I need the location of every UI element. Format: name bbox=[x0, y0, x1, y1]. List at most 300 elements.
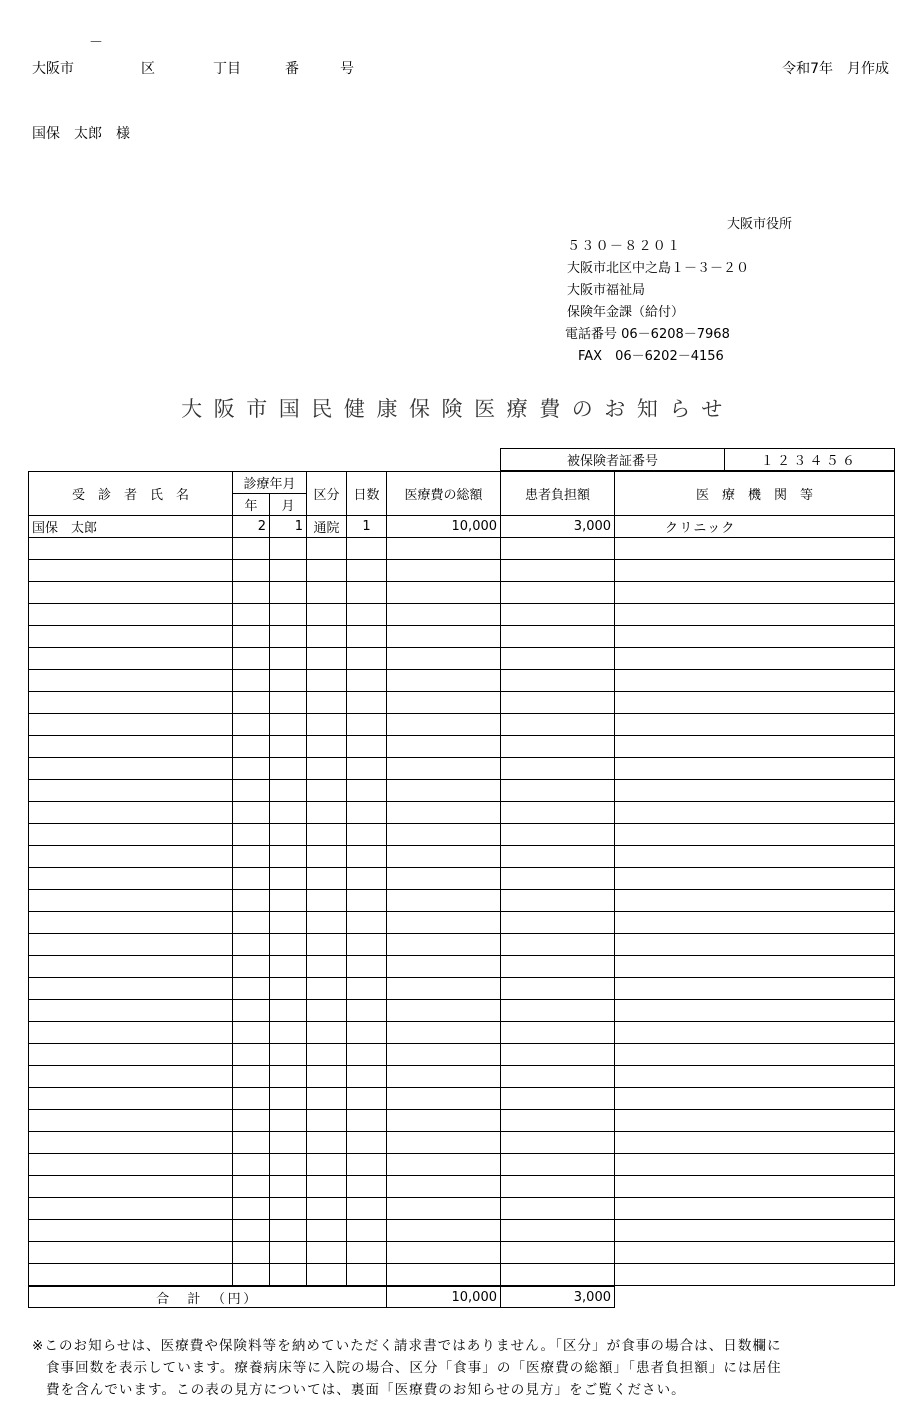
empty-cell bbox=[615, 604, 895, 626]
empty-cell bbox=[387, 1066, 501, 1088]
table-row-empty bbox=[29, 1088, 895, 1110]
empty-cell bbox=[347, 1264, 387, 1286]
empty-cell bbox=[270, 934, 307, 956]
table-row-empty bbox=[29, 868, 895, 890]
empty-cell bbox=[233, 1022, 270, 1044]
empty-cell bbox=[307, 912, 347, 934]
note-line-1: ※このお知らせは、医療費や保険料等を納めていただく請求書ではありません。「区分」が食事の場合は、日数欄に bbox=[32, 1338, 782, 1354]
header-copay: 患者負担額 bbox=[501, 472, 615, 516]
empty-cell bbox=[387, 560, 501, 582]
empty-cell bbox=[387, 934, 501, 956]
empty-cell bbox=[347, 846, 387, 868]
table-row bbox=[29, 516, 895, 538]
empty-cell bbox=[347, 934, 387, 956]
empty-cell bbox=[233, 670, 270, 692]
empty-cell bbox=[270, 1154, 307, 1176]
empty-cell bbox=[307, 582, 347, 604]
empty-cell bbox=[387, 802, 501, 824]
table-row-empty bbox=[29, 802, 895, 824]
empty-cell bbox=[347, 824, 387, 846]
totals-total-cost: 10,000 bbox=[387, 1287, 501, 1308]
empty-cell bbox=[387, 626, 501, 648]
header-days: 日数 bbox=[347, 472, 387, 516]
empty-cell bbox=[270, 912, 307, 934]
empty-cell bbox=[307, 1022, 347, 1044]
empty-cell bbox=[29, 1044, 233, 1066]
empty-cell bbox=[387, 1000, 501, 1022]
empty-cell bbox=[501, 648, 615, 670]
table-row-empty bbox=[29, 758, 895, 780]
empty-cell bbox=[501, 1242, 615, 1264]
sender-postal: ５３０－８２０１ bbox=[567, 239, 682, 254]
empty-cell bbox=[501, 1176, 615, 1198]
empty-cell bbox=[387, 582, 501, 604]
empty-cell bbox=[615, 1154, 895, 1176]
empty-cell bbox=[233, 1220, 270, 1242]
header-kubun: 区分 bbox=[307, 472, 347, 516]
empty-cell bbox=[270, 824, 307, 846]
empty-cell bbox=[501, 1088, 615, 1110]
header-patient-name: 受 診 者 氏 名 bbox=[29, 472, 233, 516]
table-row-empty bbox=[29, 1154, 895, 1176]
empty-cell bbox=[29, 912, 233, 934]
empty-cell bbox=[501, 582, 615, 604]
empty-cell bbox=[307, 1176, 347, 1198]
empty-cell bbox=[387, 736, 501, 758]
empty-cell bbox=[29, 648, 233, 670]
empty-cell bbox=[233, 912, 270, 934]
empty-cell bbox=[270, 1264, 307, 1286]
empty-cell bbox=[233, 802, 270, 824]
address-chome: 丁目 bbox=[213, 61, 241, 77]
empty-cell bbox=[307, 1264, 347, 1286]
empty-cell bbox=[501, 1220, 615, 1242]
empty-cell bbox=[270, 890, 307, 912]
empty-cell bbox=[501, 1066, 615, 1088]
header-treatment-ym: 診療年月 bbox=[233, 472, 307, 494]
cell-patient-name: 国保 太郎 bbox=[29, 516, 233, 538]
empty-cell bbox=[233, 1242, 270, 1264]
empty-cell bbox=[29, 670, 233, 692]
empty-cell bbox=[307, 846, 347, 868]
empty-cell bbox=[270, 1110, 307, 1132]
empty-cell bbox=[29, 1198, 233, 1220]
empty-cell bbox=[29, 604, 233, 626]
empty-cell bbox=[29, 1220, 233, 1242]
empty-cell bbox=[615, 1044, 895, 1066]
empty-cell bbox=[615, 736, 895, 758]
empty-cell bbox=[29, 846, 233, 868]
empty-cell bbox=[387, 1176, 501, 1198]
empty-cell bbox=[347, 1000, 387, 1022]
sender-tel: 電話番号 06－6208－7968 bbox=[565, 327, 730, 342]
empty-cell bbox=[615, 692, 895, 714]
empty-cell bbox=[615, 802, 895, 824]
empty-cell bbox=[270, 1066, 307, 1088]
empty-cell bbox=[501, 560, 615, 582]
empty-cell bbox=[270, 582, 307, 604]
empty-cell bbox=[501, 1000, 615, 1022]
table-row-empty bbox=[29, 1176, 895, 1198]
empty-cell bbox=[307, 890, 347, 912]
empty-cell bbox=[233, 1088, 270, 1110]
empty-cell bbox=[233, 1154, 270, 1176]
empty-cell bbox=[307, 758, 347, 780]
empty-cell bbox=[501, 978, 615, 1000]
empty-cell bbox=[307, 1220, 347, 1242]
empty-cell bbox=[347, 538, 387, 560]
table-row-empty bbox=[29, 560, 895, 582]
empty-cell bbox=[233, 890, 270, 912]
table-row-empty bbox=[29, 1264, 895, 1286]
empty-cell bbox=[615, 956, 895, 978]
empty-cell bbox=[387, 1154, 501, 1176]
empty-cell bbox=[270, 714, 307, 736]
sender-org: 大阪市役所 bbox=[727, 217, 793, 232]
empty-cell bbox=[615, 758, 895, 780]
empty-cell bbox=[270, 1220, 307, 1242]
empty-cell bbox=[307, 934, 347, 956]
empty-cell bbox=[270, 1198, 307, 1220]
table-row-empty bbox=[29, 846, 895, 868]
empty-cell bbox=[233, 626, 270, 648]
empty-cell bbox=[501, 670, 615, 692]
table-row-empty bbox=[29, 582, 895, 604]
empty-cell bbox=[615, 890, 895, 912]
empty-cell bbox=[387, 1198, 501, 1220]
empty-cell bbox=[347, 1198, 387, 1220]
table-row-empty bbox=[29, 692, 895, 714]
empty-cell bbox=[387, 890, 501, 912]
empty-cell bbox=[501, 1264, 615, 1286]
empty-cell bbox=[233, 846, 270, 868]
table-row-empty bbox=[29, 1000, 895, 1022]
empty-cell bbox=[501, 692, 615, 714]
empty-cell bbox=[347, 560, 387, 582]
table-row-empty bbox=[29, 956, 895, 978]
empty-cell bbox=[501, 1022, 615, 1044]
empty-cell bbox=[307, 1242, 347, 1264]
empty-cell bbox=[347, 868, 387, 890]
empty-cell bbox=[233, 648, 270, 670]
empty-cell bbox=[270, 1242, 307, 1264]
empty-cell bbox=[29, 802, 233, 824]
table-row-empty bbox=[29, 824, 895, 846]
empty-cell bbox=[387, 604, 501, 626]
empty-cell bbox=[307, 692, 347, 714]
empty-cell bbox=[270, 626, 307, 648]
empty-cell bbox=[307, 1110, 347, 1132]
empty-cell bbox=[307, 538, 347, 560]
empty-cell bbox=[387, 648, 501, 670]
cell-kubun: 通院 bbox=[307, 516, 347, 538]
empty-cell bbox=[307, 868, 347, 890]
empty-cell bbox=[29, 560, 233, 582]
empty-cell bbox=[347, 1022, 387, 1044]
empty-cell bbox=[387, 1242, 501, 1264]
empty-cell bbox=[29, 1264, 233, 1286]
empty-cell bbox=[270, 648, 307, 670]
empty-cell bbox=[233, 978, 270, 1000]
empty-cell bbox=[307, 560, 347, 582]
empty-cell bbox=[270, 1022, 307, 1044]
empty-cell bbox=[270, 670, 307, 692]
empty-cell bbox=[307, 626, 347, 648]
empty-cell bbox=[501, 1154, 615, 1176]
empty-cell bbox=[270, 560, 307, 582]
empty-cell bbox=[233, 604, 270, 626]
sender-bureau: 大阪市福祉局 bbox=[567, 283, 646, 298]
empty-cell bbox=[615, 670, 895, 692]
empty-cell bbox=[233, 692, 270, 714]
empty-cell bbox=[615, 846, 895, 868]
empty-cell bbox=[387, 978, 501, 1000]
header-year: 年 bbox=[233, 494, 270, 516]
empty-cell bbox=[29, 538, 233, 560]
cell-copay: 3,000 bbox=[501, 516, 615, 538]
empty-cell bbox=[233, 1198, 270, 1220]
note-line-2: 食事回数を表示しています。療養病床等に入院の場合、区分「食事」の「医療費の総額」「患者負担額」には居住 bbox=[46, 1360, 782, 1376]
empty-cell bbox=[615, 1066, 895, 1088]
empty-cell bbox=[387, 1022, 501, 1044]
empty-cell bbox=[387, 780, 501, 802]
empty-cell bbox=[501, 956, 615, 978]
empty-cell bbox=[615, 1022, 895, 1044]
empty-cell bbox=[615, 824, 895, 846]
empty-cell bbox=[501, 1110, 615, 1132]
empty-cell bbox=[615, 626, 895, 648]
empty-cell bbox=[233, 1000, 270, 1022]
sender-section: 保険年金課（給付） bbox=[567, 305, 685, 320]
empty-cell bbox=[29, 1132, 233, 1154]
empty-cell bbox=[270, 1044, 307, 1066]
empty-cell bbox=[615, 1110, 895, 1132]
empty-cell bbox=[347, 890, 387, 912]
empty-cell bbox=[29, 1000, 233, 1022]
empty-cell bbox=[29, 780, 233, 802]
empty-cell bbox=[347, 802, 387, 824]
empty-cell bbox=[387, 1132, 501, 1154]
cell-days: 1 bbox=[347, 516, 387, 538]
empty-cell bbox=[29, 1242, 233, 1264]
table-row-empty bbox=[29, 1022, 895, 1044]
table-row-empty bbox=[29, 780, 895, 802]
empty-cell bbox=[501, 824, 615, 846]
empty-cell bbox=[387, 714, 501, 736]
empty-cell bbox=[615, 538, 895, 560]
empty-cell bbox=[270, 846, 307, 868]
empty-cell bbox=[270, 780, 307, 802]
empty-cell bbox=[387, 1264, 501, 1286]
empty-cell bbox=[387, 824, 501, 846]
empty-cell bbox=[347, 956, 387, 978]
empty-cell bbox=[270, 1088, 307, 1110]
empty-cell bbox=[615, 978, 895, 1000]
empty-cell bbox=[615, 912, 895, 934]
empty-cell bbox=[233, 956, 270, 978]
totals-copay: 3,000 bbox=[501, 1287, 615, 1308]
table-row-empty bbox=[29, 1132, 895, 1154]
empty-cell bbox=[387, 538, 501, 560]
empty-cell bbox=[615, 1132, 895, 1154]
cell-year: 2 bbox=[233, 516, 270, 538]
empty-cell bbox=[29, 1176, 233, 1198]
empty-cell bbox=[387, 1044, 501, 1066]
empty-cell bbox=[307, 802, 347, 824]
empty-cell bbox=[347, 1242, 387, 1264]
empty-cell bbox=[29, 714, 233, 736]
empty-cell bbox=[29, 824, 233, 846]
empty-cell bbox=[387, 846, 501, 868]
empty-cell bbox=[387, 1088, 501, 1110]
empty-cell bbox=[270, 802, 307, 824]
empty-cell bbox=[615, 560, 895, 582]
table-row-empty bbox=[29, 890, 895, 912]
empty-cell bbox=[307, 978, 347, 1000]
empty-cell bbox=[307, 1154, 347, 1176]
empty-cell bbox=[347, 780, 387, 802]
empty-cell bbox=[347, 1088, 387, 1110]
empty-cell bbox=[615, 582, 895, 604]
empty-cell bbox=[29, 692, 233, 714]
empty-cell bbox=[615, 1198, 895, 1220]
empty-cell bbox=[501, 780, 615, 802]
table-row-empty bbox=[29, 604, 895, 626]
empty-cell bbox=[501, 1132, 615, 1154]
empty-cell bbox=[387, 956, 501, 978]
empty-cell bbox=[29, 758, 233, 780]
empty-cell bbox=[233, 1176, 270, 1198]
empty-cell bbox=[347, 736, 387, 758]
address-go: 号 bbox=[340, 61, 354, 77]
totals-label: 合 計 （円） bbox=[29, 1287, 387, 1308]
empty-cell bbox=[347, 1132, 387, 1154]
empty-cell bbox=[347, 670, 387, 692]
empty-cell bbox=[501, 802, 615, 824]
empty-cell bbox=[307, 1132, 347, 1154]
empty-cell bbox=[347, 978, 387, 1000]
empty-cell bbox=[233, 714, 270, 736]
empty-cell bbox=[501, 868, 615, 890]
empty-cell bbox=[270, 736, 307, 758]
empty-cell bbox=[29, 1022, 233, 1044]
table-row-empty bbox=[29, 538, 895, 560]
empty-cell bbox=[501, 1198, 615, 1220]
empty-cell bbox=[233, 582, 270, 604]
empty-cell bbox=[233, 1044, 270, 1066]
empty-cell bbox=[347, 1220, 387, 1242]
empty-cell bbox=[29, 956, 233, 978]
sender-fax: FAX 06－6202－4156 bbox=[578, 349, 724, 364]
empty-cell bbox=[347, 714, 387, 736]
empty-cell bbox=[307, 1044, 347, 1066]
empty-cell bbox=[29, 868, 233, 890]
empty-cell bbox=[270, 868, 307, 890]
empty-cell bbox=[233, 780, 270, 802]
empty-cell bbox=[615, 714, 895, 736]
empty-cell bbox=[615, 1220, 895, 1242]
empty-cell bbox=[347, 692, 387, 714]
table-row-empty bbox=[29, 714, 895, 736]
table-row-empty bbox=[29, 978, 895, 1000]
empty-cell bbox=[307, 1066, 347, 1088]
empty-cell bbox=[29, 978, 233, 1000]
empty-cell bbox=[270, 1000, 307, 1022]
address-ku: 区 bbox=[141, 61, 155, 77]
empty-cell bbox=[307, 604, 347, 626]
empty-cell bbox=[29, 1110, 233, 1132]
empty-cell bbox=[29, 626, 233, 648]
empty-cell bbox=[29, 1066, 233, 1088]
empty-cell bbox=[615, 934, 895, 956]
empty-cell bbox=[615, 1000, 895, 1022]
table-row-empty bbox=[29, 934, 895, 956]
empty-cell bbox=[233, 1132, 270, 1154]
empty-cell bbox=[307, 1088, 347, 1110]
table-row-empty bbox=[29, 1242, 895, 1264]
empty-cell bbox=[233, 1110, 270, 1132]
empty-cell bbox=[307, 714, 347, 736]
note-line-3: 費を含んでいます。この表の見方については、裏面「医療費のお知らせの見方」をご覧ください。 bbox=[46, 1382, 686, 1398]
date-created: 令和7年 月作成 bbox=[782, 61, 889, 77]
insured-number-box bbox=[500, 448, 895, 471]
medical-expense-table bbox=[28, 471, 895, 1286]
empty-cell bbox=[501, 934, 615, 956]
empty-cell bbox=[347, 626, 387, 648]
table-row-empty bbox=[29, 1044, 895, 1066]
header-institution: 医 療 機 関 等 bbox=[615, 472, 895, 516]
empty-cell bbox=[233, 736, 270, 758]
address-city: 大阪市 bbox=[32, 61, 74, 77]
table-row-empty bbox=[29, 670, 895, 692]
empty-cell bbox=[307, 824, 347, 846]
empty-cell bbox=[501, 626, 615, 648]
empty-cell bbox=[615, 1088, 895, 1110]
empty-cell bbox=[501, 736, 615, 758]
address-dash: － bbox=[89, 35, 103, 51]
empty-cell bbox=[615, 1264, 895, 1286]
empty-cell bbox=[270, 538, 307, 560]
empty-cell bbox=[233, 560, 270, 582]
empty-cell bbox=[29, 890, 233, 912]
empty-cell bbox=[347, 912, 387, 934]
empty-cell bbox=[347, 582, 387, 604]
empty-cell bbox=[347, 1176, 387, 1198]
empty-cell bbox=[387, 758, 501, 780]
empty-cell bbox=[347, 604, 387, 626]
table-row-empty bbox=[29, 626, 895, 648]
insured-number-value: １２３４５６ bbox=[725, 449, 895, 471]
header-total-cost: 医療費の総額 bbox=[387, 472, 501, 516]
empty-cell bbox=[387, 1220, 501, 1242]
empty-cell bbox=[307, 648, 347, 670]
empty-cell bbox=[233, 1066, 270, 1088]
cell-total-cost: 10,000 bbox=[387, 516, 501, 538]
empty-cell bbox=[233, 824, 270, 846]
empty-cell bbox=[29, 934, 233, 956]
table-row-empty bbox=[29, 1110, 895, 1132]
empty-cell bbox=[615, 780, 895, 802]
empty-cell bbox=[233, 758, 270, 780]
empty-cell bbox=[29, 1154, 233, 1176]
empty-cell bbox=[307, 736, 347, 758]
empty-cell bbox=[501, 714, 615, 736]
empty-cell bbox=[501, 890, 615, 912]
empty-cell bbox=[347, 1044, 387, 1066]
empty-cell bbox=[501, 1044, 615, 1066]
empty-cell bbox=[307, 1000, 347, 1022]
table-row-empty bbox=[29, 1198, 895, 1220]
